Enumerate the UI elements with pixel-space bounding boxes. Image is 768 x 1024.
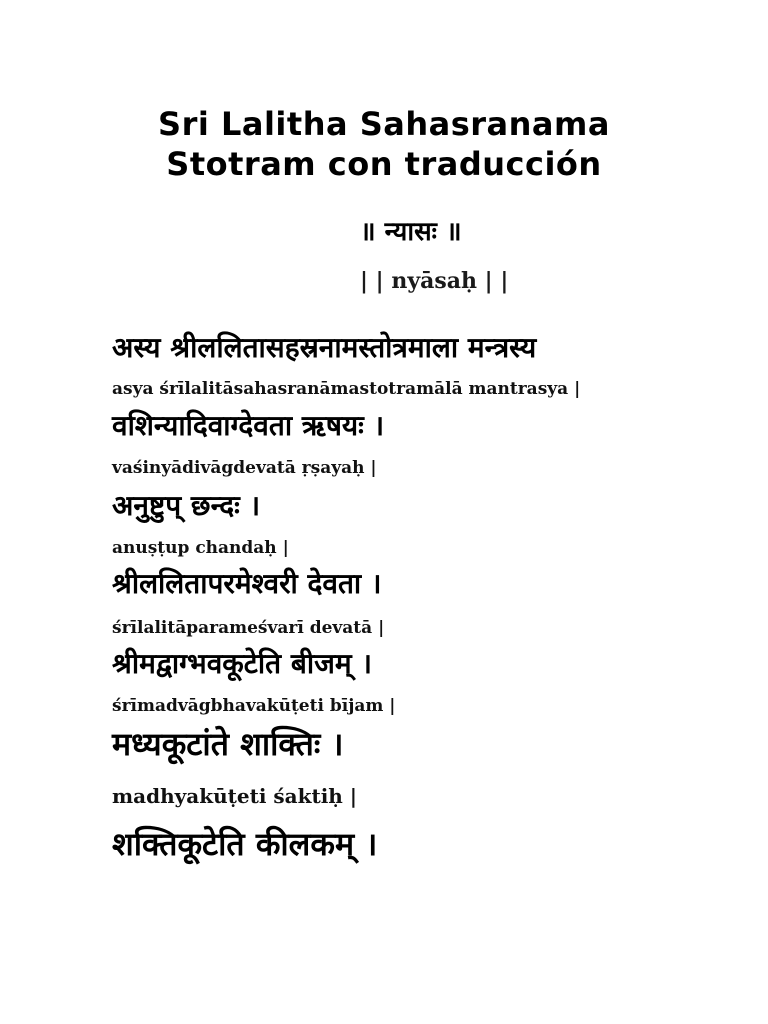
verse-6-devanagari: मध्यकूटांते शाक्तिः ।	[112, 725, 344, 763]
nyasa-heading-devanagari: ॥ न्यासः ॥	[360, 217, 462, 247]
document-title	[0, 104, 768, 184]
verse-3-transliteration: anuṣṭup chandaḥ |	[112, 538, 289, 558]
verse-3-devanagari: अनुष्टुप् छन्दः ।	[112, 489, 261, 522]
verse-5-transliteration: śrīmadvāgbhavakūṭeti bījam |	[112, 696, 396, 716]
verse-6-transliteration: madhyakūṭeti śaktiḥ |	[112, 784, 358, 808]
verse-4-transliteration: śrīlalitāparameśvarī devatā |	[112, 618, 385, 638]
nyasa-heading-transliteration: | | nyāsaḥ | |	[360, 268, 509, 294]
verse-1-devanagari: अस्य श्रीललितासहस्रनामस्तोत्रमाला मन्त्रस्य	[112, 331, 537, 364]
title-line-2: Stotram con traducción	[166, 145, 602, 183]
title-line-1: Sri Lalitha Sahasranama	[158, 105, 610, 143]
verse-5-devanagari: श्रीमद्वाग्भवकूटेति बीजम् ।	[112, 647, 372, 680]
verse-4-devanagari: श्रीललितापरमेश्वरी देवता ।	[112, 567, 382, 600]
verse-2-devanagari: वशिन्यादिवाग्देवता ऋषयः ।	[112, 409, 385, 442]
verse-1-transliteration: asya śrīlalitāsahasranāmastotramālā mantrasya |	[112, 379, 581, 399]
verse-2-transliteration: vaśinyādivāgdevatā ṛṣayaḥ |	[112, 458, 377, 478]
verse-7-devanagari: शक्तिकूटेति कीलकम् ।	[112, 825, 378, 863]
